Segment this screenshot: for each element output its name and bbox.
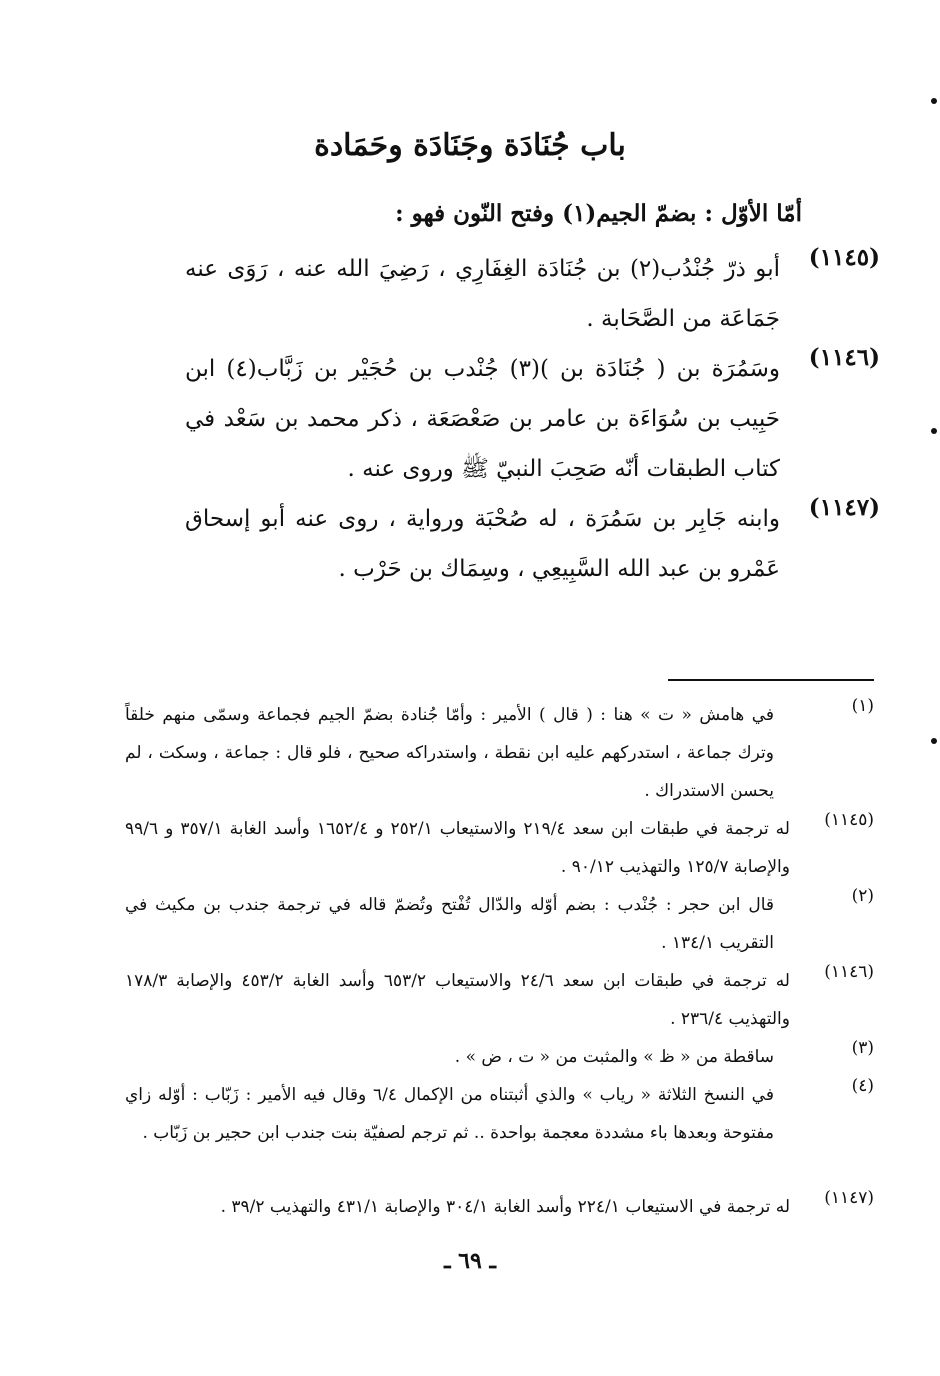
page-number: ـ ٦٩ ـ — [444, 1248, 496, 1274]
footnote-1147 — [125, 1188, 874, 1226]
footnote-number: (١١٤٧) — [824, 1188, 874, 1208]
footnote-number: (٢) — [851, 886, 874, 906]
entry-1145 — [185, 244, 880, 344]
entry-text: وابنه جَابِر بن سَمُرَة ، له صُحْبَة ورواية ، روى عنه أبو إسحاق عَمْرو بن عبد الله السَّبِيعِي ، وسِمَاك بن حَرْب . — [185, 506, 780, 582]
page-title: باب جُنَادَة وجَنَادَة وحَمَادة — [314, 128, 626, 163]
footnote-number: (٣) — [851, 1038, 874, 1058]
footnote-number: (١) — [851, 696, 874, 716]
entry-text: وسَمُرَة بن ( جُنَادَة بن )(٣) جُنْدب بن حُجَيْر بن زَبَّاب(٤) ابن حَبِيب بن سُوَاءَة بن عامر بن صَعْصَعَة ، ذكر محمد بن سَعْد في كتاب الطبقات أنّه صَحِبَ النبيّ ﷺ وروى عنه . — [185, 356, 780, 482]
footnote-separator — [668, 679, 874, 681]
entry-1146 — [185, 344, 880, 494]
footnote-number: (١١٤٦) — [824, 962, 874, 982]
intro-line: أمّا الأوّل : بضمّ الجيم(١) وفتح النّون فهو : — [395, 200, 802, 227]
margin-speck — [931, 428, 937, 434]
footnote-text: ساقطة من « ظ » والمثبت من « ت ، ض » . — [454, 1047, 774, 1067]
footnote-1146 — [125, 962, 874, 1038]
footnote-number: (١١٤٥) — [824, 810, 874, 830]
footnote-text: له ترجمة في طبقات ابن سعد ٢٤/٦ والاستيعاب ٦٥٣/٢ وأسد الغابة ٤٥٣/٢ والإصابة ١٧٨/٣ والتهذيب ٢٣٦/٤ . — [125, 971, 790, 1029]
entry-number: (١١٤٧) — [808, 494, 880, 521]
footnote-1145 — [125, 810, 874, 886]
margin-speck — [931, 98, 937, 104]
footnote-text: في هامش « ت » هنا : ( قال ) الأمير : وأمّا جُنادة بضمّ الجيم فجماعة وسمّى منهم خلقاً وترك جماعة ، استدركهم عليه ابن نقطة ، واستدراكه صحيح ، فلو قال : جماعة ، وسكت ، لم يحسن الاستدراك . — [125, 705, 774, 801]
footnote-4 — [125, 1076, 874, 1152]
entry-1147 — [185, 494, 880, 594]
footnote-2 — [125, 886, 874, 962]
entry-number: (١١٤٥) — [808, 244, 880, 271]
footnote-text: في النسخ الثلاثة « رياب » والذي أثبتناه من الإكمال ٦/٤ وقال فيه الأمير : زَبّاب : أوّله زاي مفتوحة وبعدها باء مشددة معجمة بواحدة .. ثم ترجم لصفيّة بنت جندب ابن حجير بن زَبّاب . — [125, 1085, 774, 1143]
footnote-1 — [125, 696, 874, 810]
footnote-3 — [125, 1038, 874, 1076]
margin-speck — [931, 738, 937, 744]
footnote-text: له ترجمة في طبقات ابن سعد ٢١٩/٤ والاستيعاب ٢٥٢/١ و ١٦٥٢/٤ وأسد الغابة ٣٥٧/١ و ٩٩/٦ والإصابة ١٢٥/٧ والتهذيب ٩٠/١٢ . — [125, 819, 790, 877]
entry-text: أبو ذرّ جُنْدُب(٢) بن جُنَادَة الغِفَارِي ، رَضِيَ الله عنه ، رَوَى عنه جَمَاعَة من الصَّحَابة . — [185, 256, 780, 332]
footnote-text: له ترجمة في الاستيعاب ٢٢٤/١ وأسد الغابة ٣٠٤/١ والإصابة ٤٣١/١ والتهذيب ٣٩/٢ . — [220, 1197, 790, 1217]
entry-number: (١١٤٦) — [808, 344, 880, 371]
footnote-number: (٤) — [851, 1076, 874, 1096]
footnote-text: قال ابن حجر : جُنْدب : بضم أوّله والدّال تُفْتح وتُضمّ قاله في ترجمة جندب بن مكيث في التقريب ١٣٤/١ . — [125, 895, 774, 953]
